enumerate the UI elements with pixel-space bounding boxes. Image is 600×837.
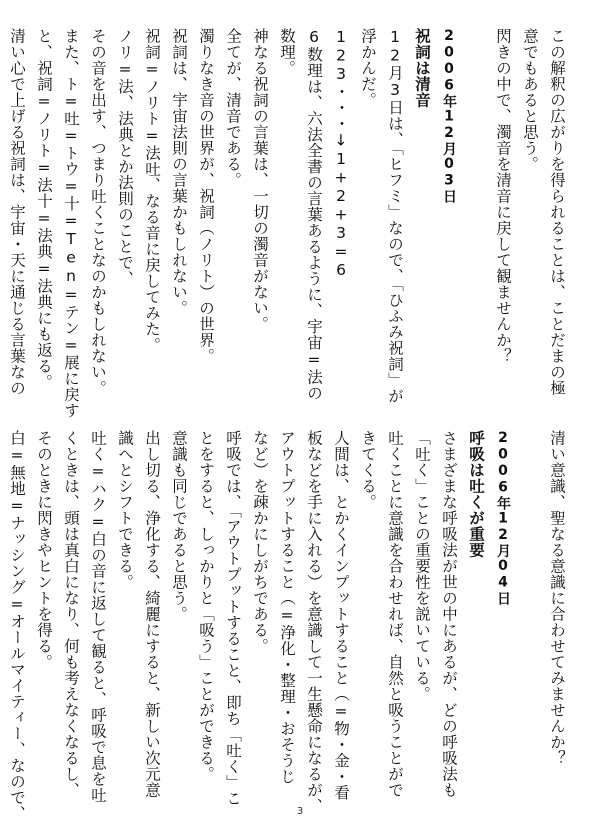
text-line: 意識も同じであると思う。 (170, 430, 188, 622)
text-line: 数理。 (278, 28, 296, 76)
text-line: 「吐く」ことの重要性を説いている。 (413, 430, 431, 702)
text-line: とをすると、しっかりと「吸う」ことができる。 (197, 430, 215, 782)
text-line: 吐くことに意識を合わせれば、自然と吸うことがで (386, 430, 404, 798)
text-line: 白=無地=ナッシング=オールマイティー、なので、 (8, 430, 26, 822)
upper-text-section (0, 28, 570, 419)
text-line: 祝詞=ノリト=法吐、なる音に戻してみた。 (143, 28, 161, 353)
text-line: 清い心で上げる祝詞は、宇宙・天に通じる言葉なの (8, 28, 26, 396)
text-line: ノリ=法、法典とか法則のことで、 (116, 28, 134, 287)
text-line: アウトプットすること（=浄化・整理・おそうじ (278, 430, 296, 785)
text-line: 123・・・↓1+2+3=6 (332, 28, 350, 280)
text-line: また、ト=吐=トウ=十=Ten=テン=展に戻す (62, 28, 80, 419)
text-line (0, 430, 3, 800)
text-line: 意でもあると思う。 (521, 28, 539, 172)
text-line: 濁りなき音の世界が、祝詞（ノリト）の世界。 (197, 28, 215, 364)
text-line: 出し切る、浄化する、綺麗にすると、新しい次元意 (143, 430, 161, 798)
text-line: 神なる祝詞の言葉は、一切の濁音がない。 (251, 28, 269, 332)
text-line: 祝詞は、宇宙法則の言葉かもしれない。 (170, 28, 188, 316)
text-line: 浮かんだ。 (359, 28, 377, 108)
text-line: 板などを手に入れる）を意識して一生懸命になるが、 (305, 430, 323, 814)
text-line: 呼吸では、「アウトプットすること、即ち「吐く」こ (224, 430, 242, 807)
text-line: くときは、頭は真白になり、何も考えなくなるし、 (62, 430, 80, 798)
text-line: その音を出す、つまり吐くことなのかもしれない。 (89, 28, 107, 396)
text-line: 清い意識、聖なる意識に合わせてみませんか？ (548, 430, 566, 766)
text-line: さまざまな呼吸法が世の中にあるが、どの呼吸法も (440, 430, 458, 798)
entry-date: 2006年12月04日 (495, 430, 511, 606)
entry-heading: 祝詞は清音 (413, 28, 431, 108)
text-line: など）を疎かにしがちである。 (251, 430, 269, 654)
text-line: 識へとシフトできる。 (116, 430, 134, 590)
text-line: そのときに閃きやヒントを得る。 (35, 430, 53, 670)
text-line: 6数理は、六法全書の言葉あるように、宇宙=法の (305, 28, 323, 401)
text-line: 全てが、清音である。 (224, 28, 242, 188)
text-line: 吐く=ハク=白の音に返して観ると、呼吸で息を吐 (89, 430, 107, 803)
blank-line (516, 430, 543, 800)
text-line: と、祝詞=ノリト=法十=法典=法典にも返る。 (35, 28, 53, 390)
lower-text-section (0, 430, 570, 822)
entry-heading: 呼吸は吐くが重要 (467, 430, 485, 558)
text-line: 人間は、とかくインプットすること（=物・金・看 (332, 430, 350, 801)
text-line: きてくる。 (359, 430, 377, 510)
text-line: この解釈の広がりを得られることは、ことだまの極 (548, 28, 566, 396)
page-number: 3 (296, 806, 304, 817)
text-line: 12月3日は、「ヒフミ」なので、「ひふみ祝詞」が (386, 28, 404, 404)
blank-line (462, 28, 489, 388)
entry-date: 2006年12月03日 (441, 28, 457, 204)
text-line: 閃きの中で、濁音を清音に戻して観ませんか？ (494, 28, 512, 364)
